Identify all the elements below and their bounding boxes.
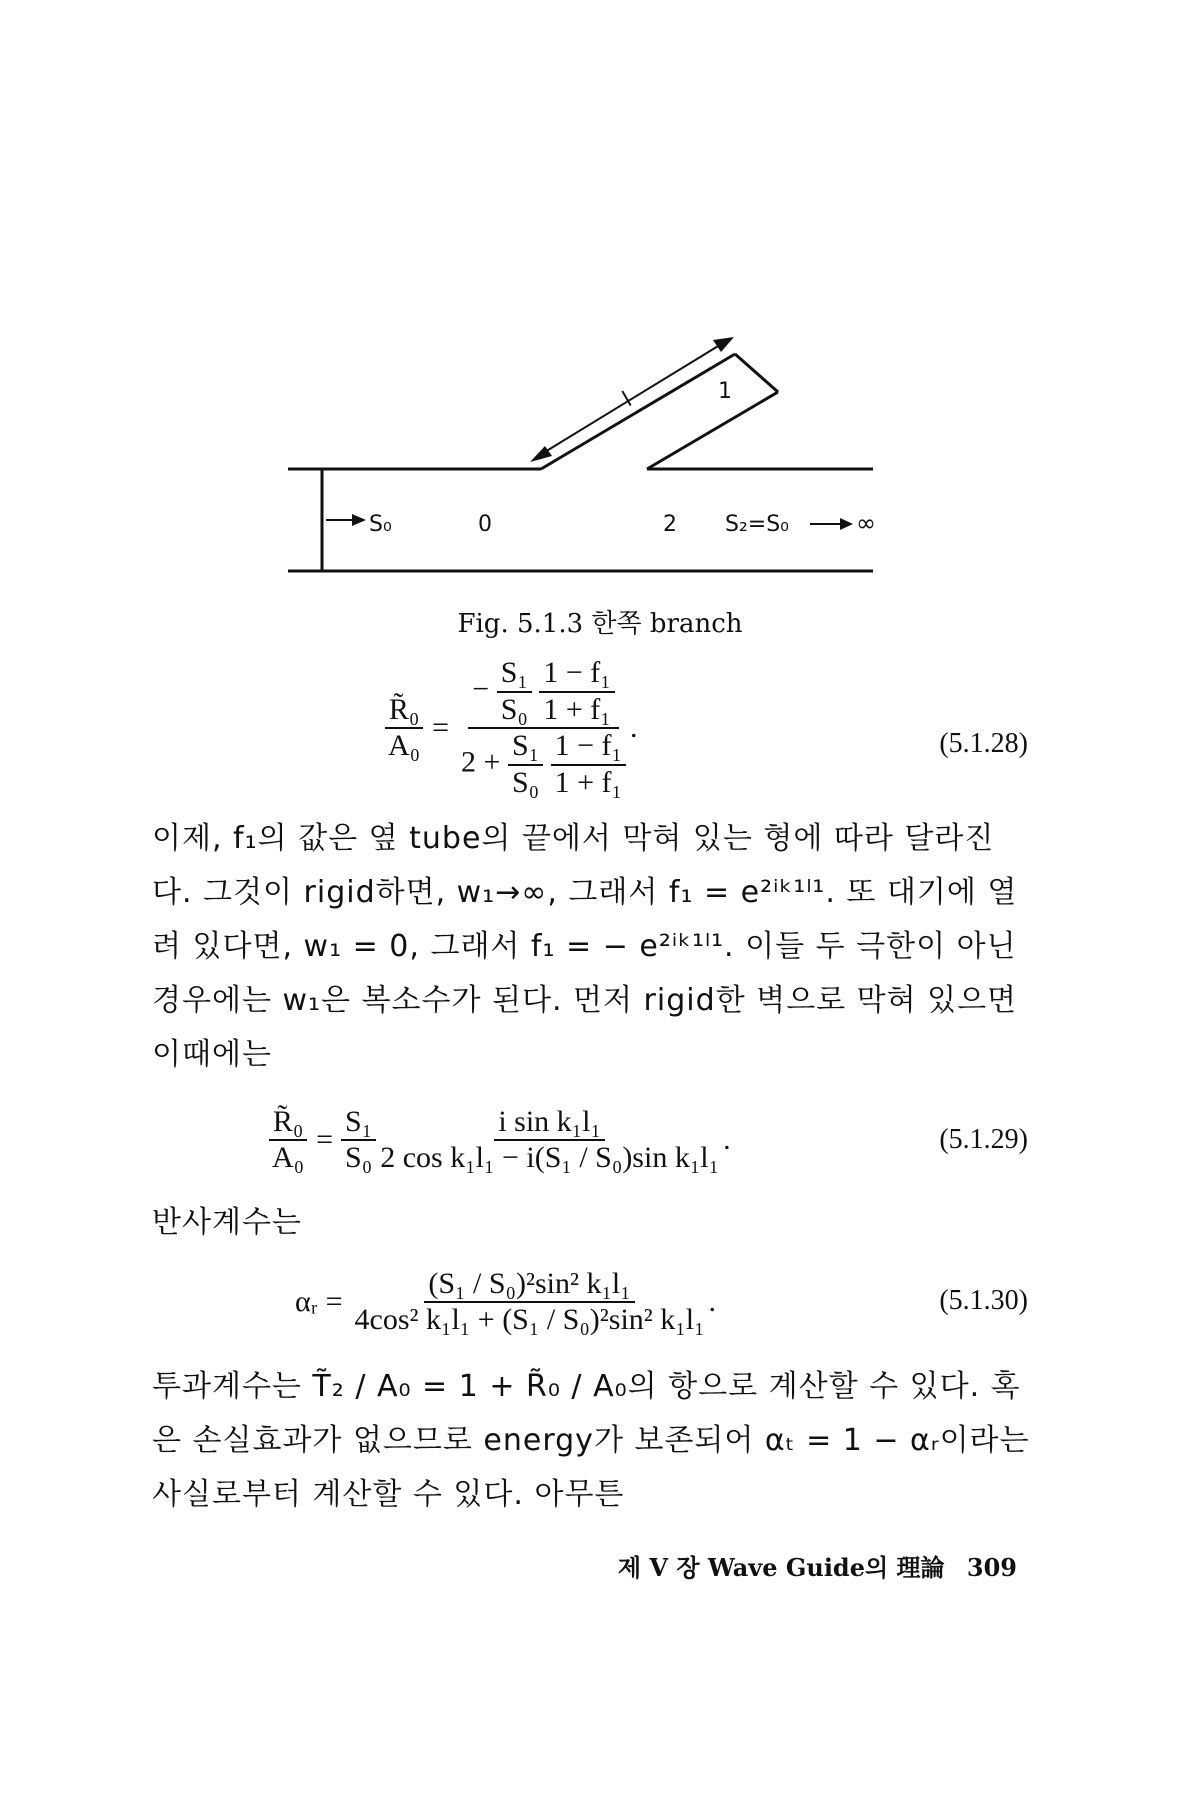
eq28-s1-bottom: S₁ — [508, 729, 543, 766]
eq28-rhs-denominator — [457, 729, 630, 800]
eq30-period: . — [708, 1285, 717, 1318]
length-arrowhead-upper — [713, 337, 734, 352]
paragraph-limits — [152, 812, 1032, 1082]
eq28-lhs-fraction — [384, 693, 424, 764]
eq29-lhs-fraction — [268, 1105, 308, 1176]
eq29-lhs-num: R̃₀ — [269, 1105, 307, 1142]
eq29-rhs-den: 2 cos k₁l₁ − i(S₁ / S₀)sin k₁l₁ — [380, 1141, 720, 1174]
eq28-rhs-fraction — [457, 656, 630, 800]
equation-5-1-29 — [268, 1098, 731, 1182]
eq29-equals: = — [316, 1123, 334, 1156]
eq28-f-ratio-top — [539, 656, 614, 727]
eq28-s1-top: S₁ — [497, 656, 532, 693]
eq30-rhs-den: 4cos² k₁l₁ + (S₁ / S₀)²sin² k₁l₁ — [354, 1303, 705, 1336]
eq28-minus: − — [472, 672, 490, 706]
equation-5-1-28 — [384, 656, 638, 799]
eq29-rhs-fraction — [376, 1105, 723, 1176]
eq28-period: . — [630, 711, 638, 744]
eq29-number: (5.1.29) — [939, 1124, 1028, 1155]
branch-closed-end — [735, 354, 778, 392]
label-s2-equals-s0: S₂=S₀ — [725, 512, 790, 537]
eq29-rhs-num: i sin k₁l₁ — [494, 1105, 605, 1142]
eq28-s-ratio-bottom — [508, 729, 543, 800]
eq28-rhs-numerator — [468, 656, 618, 729]
label-length-l: l — [618, 387, 637, 413]
label-one: 1 — [718, 379, 732, 404]
branch-right-wall — [647, 392, 778, 469]
paragraph-reflection — [152, 1196, 1032, 1250]
eq29-period: . — [723, 1123, 731, 1156]
length-dimension-line — [535, 340, 728, 458]
infinity-arrowhead — [840, 518, 853, 530]
figure-caption: Fig. 5.1.3 한쪽 branch — [457, 609, 743, 639]
eq28-number: (5.1.28) — [939, 728, 1028, 759]
eq28-one-plus-f1-top: 1 + f₁ — [543, 692, 611, 726]
page-footer — [0, 1548, 1017, 1583]
label-infinity: ∞ — [856, 509, 876, 537]
branch-figure — [0, 0, 1200, 600]
eq28-equals: = — [432, 711, 450, 744]
eq28-two-plus: 2 + — [461, 745, 501, 779]
eq28-f-ratio-bottom — [551, 729, 626, 800]
eq30-rhs-fraction — [351, 1267, 709, 1338]
eq28-one-plus-f1-bottom: 1 + f₁ — [554, 765, 622, 799]
eq28-one-minus-f1-bottom: 1 − f₁ — [551, 729, 626, 766]
equation-5-1-30 — [295, 1260, 716, 1344]
page-number: 309 — [966, 1553, 1017, 1582]
eq28-one-minus-f1-top: 1 − f₁ — [539, 656, 614, 693]
s0-arrowhead — [352, 514, 366, 526]
label-zero: 0 — [478, 512, 492, 537]
label-s0: S₀ — [369, 512, 392, 537]
eq29-lhs-den: A₀ — [272, 1141, 305, 1174]
branch-left-wall — [541, 354, 735, 469]
paragraph-reflection-text: 반사계수는 — [152, 1205, 302, 1240]
paragraph-transmission — [152, 1360, 1032, 1530]
paragraph-limits-text: 이제, f₁의 값은 옆 tube의 끝에서 막혀 있는 형에 따라 달라진다. 그것이 rigid하면, w₁→∞, 그래서 f₁ = e²ⁱᵏ¹ˡ¹. 또 대기에 열려 있다면, w₁ = 0, 그래서 f₁ = − e²ⁱᵏ¹ˡ¹. 이들 두 극한이 아닌 경우에는 w₁은 복소수가 된다. 먼저 rigid한 벽으로 막혀 있으면 이때에는 — [152, 821, 1018, 1072]
length-arrowhead-lower — [530, 446, 552, 462]
eq29-s0: S₀ — [345, 1141, 373, 1174]
eq29-s1: S₁ — [341, 1105, 376, 1142]
running-header: 제 V 장 Wave Guide의 理論 — [617, 1553, 945, 1582]
eq30-number: (5.1.30) — [939, 1285, 1028, 1316]
eq30-rhs-num: (S₁ / S₀)²sin² k₁l₁ — [424, 1267, 634, 1304]
eq30-equals: = — [325, 1285, 343, 1318]
eq28-s0-top: S₀ — [500, 692, 528, 726]
label-two: 2 — [663, 512, 677, 537]
eq28-lhs-den: A₀ — [388, 729, 421, 762]
eq30-lhs: αᵣ — [295, 1285, 318, 1318]
paragraph-transmission-text: 투과계수는 T̃₂ / A₀ = 1 + R̃₀ / A₀의 항으로 계산할 수 있다. 혹은 손실효과가 없으므로 energy가 보존되어 αₜ = 1 − αᵣ이라는 사실로부터 계산할 수 있다. 아무튼 — [152, 1369, 1030, 1512]
eq28-lhs-num: R̃₀ — [385, 693, 423, 730]
eq28-s-ratio-top — [497, 656, 532, 727]
eq28-s0-bottom: S₀ — [511, 765, 540, 799]
eq29-s-ratio — [341, 1105, 376, 1176]
